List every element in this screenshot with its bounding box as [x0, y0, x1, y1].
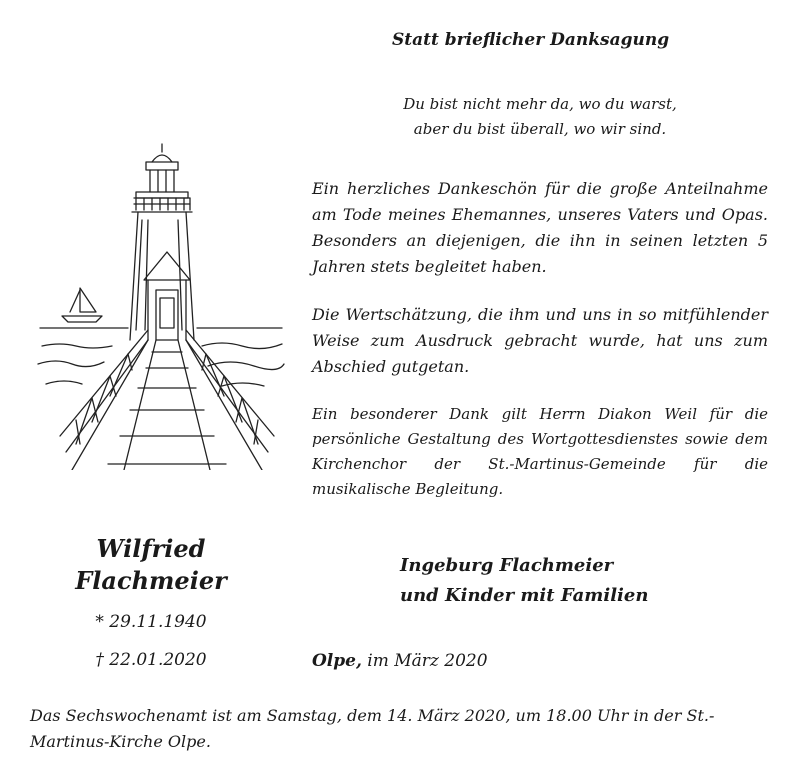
quote-line-2: aber du bist überall, wo wir sind. — [413, 120, 667, 138]
heading: Statt brieflicher Danksagung — [392, 30, 670, 50]
birth-date: * 29.11.1940 — [95, 612, 207, 632]
place-date: im März 2020 — [361, 651, 488, 671]
death-date: † 22.01.2020 — [95, 650, 207, 670]
signers — [400, 551, 760, 611]
place-city: Olpe, — [312, 651, 362, 671]
lighthouse-illustration — [32, 140, 290, 470]
deceased-last-name: Flachmeier — [75, 566, 227, 595]
place-and-date — [312, 651, 612, 671]
quote — [330, 92, 750, 142]
quote-line-1: Du bist nicht mehr da, wo du warst, — [403, 95, 677, 113]
thanks-paragraph-3: Ein besonderer Dank gilt Herrn Diakon Weil für die persönliche Gestaltung des Wortgottesdienstes sowie dem Kirchenchor der St.-Martinus-Gemeinde für die musikalische Begleitung. — [312, 405, 768, 498]
thanks-paragraph-2: Die Wertschätzung, die ihm und uns in so mitfühlender Weise zum Ausdruck gebracht wurde, hat uns zum Abschied gutgetan. — [312, 305, 768, 376]
signer-line-2: und Kinder mit Familien — [400, 585, 649, 606]
deceased-first-name: Wilfried — [96, 534, 206, 563]
thanks-paragraph-1: Ein herzliches Dankeschön für die große Anteilnahme am Tode meines Ehemannes, unseres Vaters und Opas. Besonders an diejenigen, die ihn in seinen letzten 5 Jahren stets begleitet haben. — [312, 179, 768, 276]
signer-line-1: Ingeburg Flachmeier — [400, 555, 614, 576]
deceased-name — [40, 533, 262, 597]
footer-service-note: Das Sechswochenamt ist am Samstag, dem 14. März 2020, um 18.00 Uhr in der St.-Martinus-Kirche Olpe. — [30, 706, 715, 751]
